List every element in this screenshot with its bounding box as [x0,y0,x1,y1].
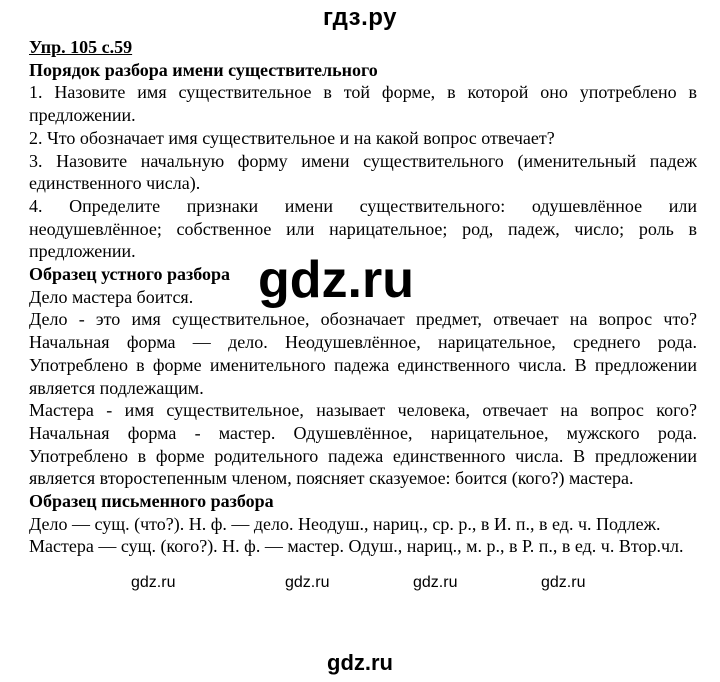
site-footer: gdz.ru [327,650,393,675]
watermark-small: gdz.ru [541,574,586,591]
written-line: Мастера — сущ. (кого?). Н. ф. — мастер. Одуш., нариц., м. р., в Р. п., в ед. ч. Втор.чл. [29,536,684,557]
step-item: 3. Назовите начальную форму имени существительного (именительный падеж единственного числа). [29,150,697,194]
written-line: Дело — сущ. (что?). Н. ф. — дело. Неодуш., нариц., ср. р., в И. п., в ед. ч. Подлеж. [29,513,661,534]
step-item: 4. Определите признаки имени существительного: одушевлённое или неодушевлённое; собственное или нарицательное; род, падеж, число; роль в предложении. [29,195,697,262]
oral-paragraph: Дело - это имя существительное, обозначает предмет, отвечает на вопрос что? Начальная форма — дело. Неодушевлённое, нарицательное, среднего рода. Употреблено в форме именительного падежа единственного числа. В предложении является подлежащим. [29,309,697,398]
oral-paragraph: Мастера - имя существительное, называет человека, отвечает на вопрос кого? Начальная форма - мастер. Одушевлённое, нарицательное, мужского рода. Употреблено в форме родительного падежа единственного числа. В предложении является второстепенным членом, поясняет сказуемое: боится (кого?) мастера. [29,400,697,489]
order-heading: Порядок разбора имени существительного [29,59,378,80]
oral-heading: Образец устного разбора [29,264,230,285]
written-heading: Образец письменного разбора [29,491,274,512]
watermark-small: gdz.ru [131,574,176,591]
site-header: гдз.ру [323,4,397,31]
watermark-small: gdz.ru [285,574,330,591]
exercise-title: Упр. 105 с.59 [29,37,133,57]
step-item: 1. Назовите имя существительное в той форме, в которой оно употреблено в предложении. [29,82,697,126]
step-item: 2. Что обозначает имя существительное и на какой вопрос отвечает? [29,127,555,148]
oral-sentence: Дело мастера боится. [29,286,194,307]
watermark-small: gdz.ru [413,574,458,591]
watermark-large: gdz.ru [252,254,420,306]
